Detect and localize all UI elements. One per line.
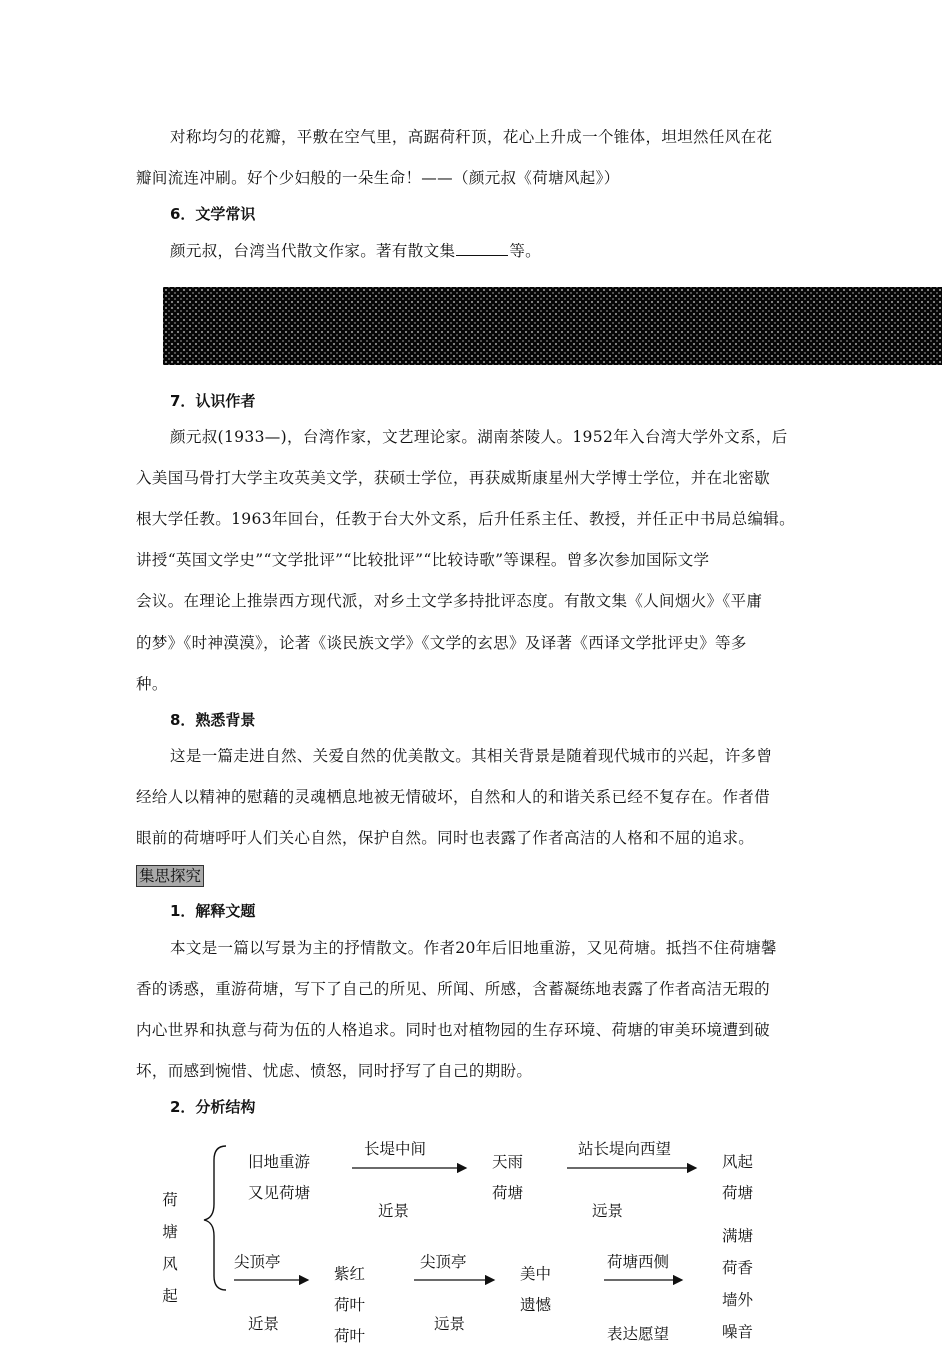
row1-mid-line2: 荷塘 xyxy=(492,1184,524,1202)
explain-title-line: 内心世界和执意与荷为伍的人格追求。同时也对植物园的生存环境、荷塘的审美环境遭到破 xyxy=(136,1021,771,1039)
author-line: 讲授“英国文学史”“文学批评”“比较批评”“比较诗歌”等课程。曾多次参加国际文学 xyxy=(136,551,710,569)
row2-end-line1: 满塘 xyxy=(722,1227,754,1245)
row1-arrow2-label-bottom: 远景 xyxy=(592,1202,624,1220)
literary-knowledge-after-blank: 等。 xyxy=(509,242,542,260)
background-line: 眼前的荷塘呼吁人们关心自然，保护自然。同时也表露了作者高洁的人格和不屈的追求。 xyxy=(136,829,755,847)
curly-brace xyxy=(204,1146,226,1290)
row2-end-line3: 墙外 xyxy=(722,1291,754,1309)
noise-redaction-band xyxy=(163,287,942,365)
row2-end-line2: 荷香 xyxy=(722,1259,754,1277)
diagram-lines xyxy=(0,1130,950,1344)
row2-arrow2-label-top: 荷塘西侧 xyxy=(607,1253,670,1271)
row2-arrow2-label-bottom: 表达愿望 xyxy=(607,1325,670,1343)
row1-arrow2-label-top: 站长堤向西望 xyxy=(578,1140,672,1158)
row2-arrow1-label-bottom: 远景 xyxy=(434,1315,466,1333)
row1-start-line1: 旧地重游 xyxy=(248,1153,311,1171)
row1-arrow1-label-top: 长堤中间 xyxy=(364,1140,427,1158)
fill-in-blank[interactable] xyxy=(456,240,508,256)
heading-explain-title: 1．解释文题 xyxy=(170,902,256,920)
quote-line-1: 对称均匀的花瓣，平敷在空气里，高踞荷秆顶，花心上升成一个锥体，坦坦然任风在花 xyxy=(170,128,773,146)
background-line: 经给人以精神的慰藉的灵魂栖息地被无情破坏，自然和人的和谐关系已经不复存在。作者借 xyxy=(136,788,771,806)
heading-background: 8．熟悉背景 xyxy=(170,711,256,729)
literary-knowledge-text xyxy=(170,240,541,261)
author-line: 的梦》《时神漠漠》，论著《谈民族文学》《文学的玄思》及译著《西译文学批评史》等多 xyxy=(136,634,747,652)
row1-end-line1: 风起 xyxy=(722,1153,754,1171)
section-tag-exploration: 集思探究 xyxy=(136,865,204,887)
author-line: 种。 xyxy=(136,675,168,693)
row1-end-line2: 荷塘 xyxy=(722,1184,754,1202)
row1-arrow1-label-bottom: 近景 xyxy=(378,1202,410,1220)
row2-arrow1-label-top: 尖顶亭 xyxy=(420,1253,467,1271)
title-char: 风 xyxy=(162,1255,178,1273)
diagram-title-vertical xyxy=(160,1184,180,1312)
row2-end-line4: 噪音 xyxy=(722,1323,754,1341)
title-char: 荷 xyxy=(162,1191,178,1209)
row2-node2-line2: 遗憾 xyxy=(520,1296,552,1314)
row2-arrow0-label-bottom: 近景 xyxy=(248,1315,280,1333)
row2-arrow0-label-top: 尖顶亭 xyxy=(234,1253,281,1271)
row1-mid-line1: 天雨 xyxy=(492,1153,524,1171)
quote-line-2: 瓣间流连冲刷。好个少妇般的一朵生命！——（颜元叔《荷塘风起》） xyxy=(136,169,620,187)
title-char: 起 xyxy=(162,1287,178,1305)
explain-title-line: 坏，而感到惋惜、忧虑、愤怒，同时抒写了自己的期盼。 xyxy=(136,1062,533,1080)
author-line: 根大学任教。1963年回台，任教于台大外文系，后升任系主任、教授，并任正中书局总编辑。 xyxy=(136,510,795,528)
structure-diagram xyxy=(0,1130,950,1344)
author-line: 颜元叔(1933—)，台湾作家，文艺理论家。湖南茶陵人。1952年入台湾大学外文系，后 xyxy=(170,428,788,446)
row1-start-line2: 又见荷塘 xyxy=(248,1184,311,1202)
heading-know-the-author: 7．认识作者 xyxy=(170,392,256,410)
author-line: 会议。在理论上推崇西方现代派，对乡土文学多持批评态度。有散文集《人间烟火》《平庸 xyxy=(136,592,763,610)
row2-node1-line2: 荷叶 xyxy=(334,1296,366,1314)
author-line: 入美国马骨打大学主攻英美文学，获硕士学位，再获威斯康星州大学博士学位，并在北密歇 xyxy=(136,469,771,487)
heading-analyze-structure: 2．分析结构 xyxy=(170,1098,256,1116)
background-line: 这是一篇走进自然、关爱自然的优美散文。其相关背景是随着现代城市的兴起，许多曾 xyxy=(170,747,773,765)
row2-node1-line3: 荷叶 xyxy=(334,1327,366,1345)
explain-title-line: 香的诱惑，重游荷塘，写下了自己的所见、所闻、所感，含蓄凝练地表露了作者高洁无瑕的 xyxy=(136,980,771,998)
explain-title-line: 本文是一篇以写景为主的抒情散文。作者20年后旧地重游，又见荷塘。抵挡不住荷塘馨 xyxy=(170,939,777,957)
row2-node2-line1: 美中 xyxy=(520,1265,552,1283)
row2-node1-line1: 紫红 xyxy=(334,1265,366,1283)
heading-literary-knowledge: 6．文学常识 xyxy=(170,205,256,223)
title-char: 塘 xyxy=(162,1223,178,1241)
literary-knowledge-before-blank: 颜元叔，台湾当代散文作家。著有散文集 xyxy=(170,242,456,260)
